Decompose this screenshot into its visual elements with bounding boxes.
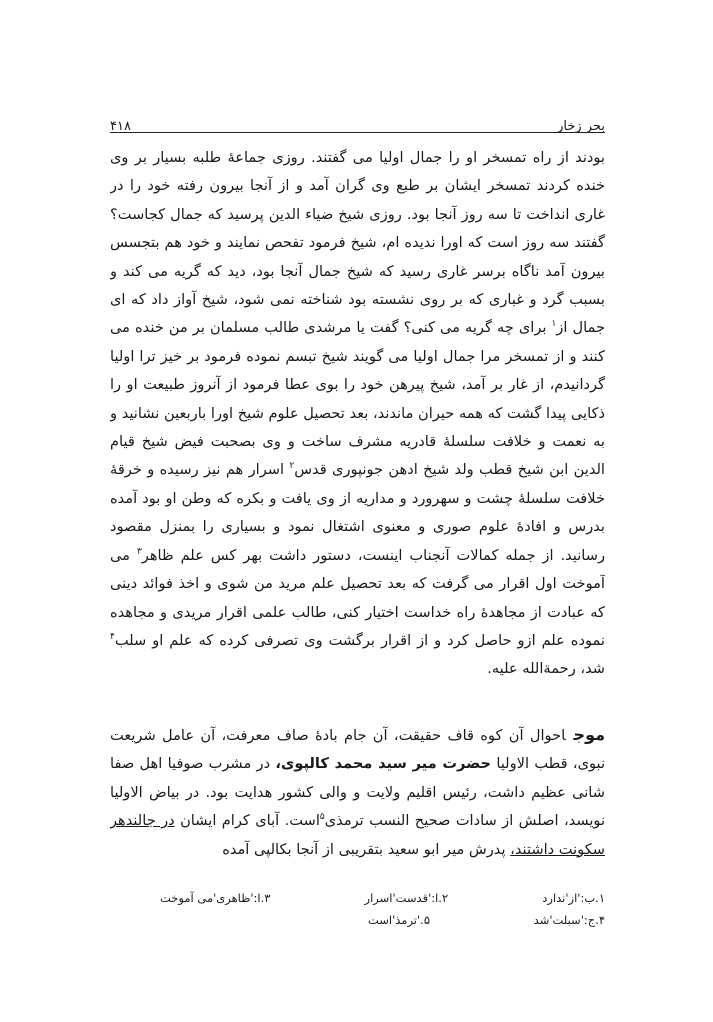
paragraph-2 xyxy=(110,721,605,872)
text-segment: برای چه گریه می کنی؟ گفت یا مرشدی طالب مسلمان بر من خنده می کنند و از تمسخر مرا جمال اولیا می گویند شیخ تبسم نموده فرمود بر خیز ترا اولیا گردانیدم، از غار بر آمد، شیخ پیرهن خود را بوی عطا فرمود از آنروز طبیعت او را ذکایی پیدا گشت که همه حیران ماندند، بعد تحصیل علوم شیخ اورا باربعین نشانید و به نعمت و خلافت سلسلهٔ قادریه مشرف ساخت و وی بصحبت فیض شیخ قیام الدین ابن شیخ قطب ولد شیخ ادهن جونپوری قدس xyxy=(110,319,605,479)
text-segment: بودند از راه تمسخر او را جمال اولیا می گفتند. روزی جماعهٔ طلبه بسیار بر وی خنده کردند تمسخر ایشان بر طبع وی گران آمد و از آنجا بیرون رفته خود را در غاری انداخت تا سه روز آنجا بود. روزی شیخ ضیاء الدین پرسید که جمال کجاست؟ گفتند سه روز است که اورا ندیده ام، شیخ فرمود تفحص نمایند و خود هم بتجسس بیرون آمد ناگاه برسر غاری رسید که شیخ جمال آنجا بود، دید که گریه می کند و بسبب گرد و غباری که بر روی نشسته بود شناخته نمی شود، شیخ آواز داد که ای جمال از xyxy=(110,149,605,337)
underlined-phrase: در جالندهر سکونت داشتند، xyxy=(110,812,605,858)
footnote-2: ۲.ا:'قدست'اسرار xyxy=(364,891,449,905)
footnote-marker-1: ۱ xyxy=(551,319,557,330)
text-segment: اسرار هم نیز رسیده و خرقهٔ خلافت سلسلهٔ چشت و سهرورد و مداریه از وی یافت و بکره که وطن او بود آمده بدرس و افادهٔ علوم صوری و معنوی اشتغال نمود و بسیاری را بمنزل مقصود رسانید. از جمله کمالات آنجناب اینست، دستور داشت بهر کس علم ظاهر xyxy=(110,461,605,564)
footnote-marker-3: ۳ xyxy=(136,546,142,557)
text-segment: است. آبای کرام ایشان xyxy=(180,812,320,830)
footnote-marker-2: ۲ xyxy=(289,461,295,472)
book-title: بحر زخار xyxy=(557,119,605,134)
main-text xyxy=(110,144,605,872)
text-segment: احوال آن کوه قاف حقیقت، آن جام بادهٔ صاف معرفت، آن عامل شریعت نبوی، قطب الاولیا xyxy=(110,727,605,773)
section-lead-word: موج xyxy=(573,725,605,744)
header-rule xyxy=(110,132,605,133)
footnotes xyxy=(110,887,605,931)
page-number: ۴۱۸ xyxy=(110,119,131,134)
paragraph-1 xyxy=(110,144,605,712)
footnote-3: ۳.ا:'ظاهری'می آموخت xyxy=(160,891,271,905)
text-segment: در مشرب صوفیا اهل صفا شانی عظیم داشت، رئیس اقلیم ولایت و والی کشور هدایت بود. در بیاض الاولیا نویسد، اصلش از سادات صحیح النسب ترمذی xyxy=(110,755,605,830)
footnote-1: ۱.ب:'از'ندارد xyxy=(542,891,605,905)
text-segment: شد، رحمةالله علیه. xyxy=(487,660,605,678)
paragraph-1-text xyxy=(110,144,605,684)
footnote-row-2 xyxy=(110,909,605,931)
paragraph-2-text xyxy=(110,721,605,864)
text-segment: پدرش میر ابو سعید بتقریبی از آنجا بکالپی آمده xyxy=(222,840,506,858)
running-head xyxy=(110,108,605,134)
footnote-row-1 xyxy=(110,887,605,909)
person-name: حضرت میر سید محمد کالپوی، xyxy=(275,755,492,773)
footnote-marker-5: ۵ xyxy=(319,812,325,823)
footnote-5: ۵.'ترمذ'است xyxy=(367,913,430,927)
footnote-4: ۴.ج:'سبلت'شد xyxy=(533,913,605,927)
text-segment: می آموخت اول اقرار می گرفت که بعد تحصیل علم مرید من شوی و اخذ فوائد دینی که عبادت از مجاهدهٔ راه خداست اختیار کنی، طالب علمی اقرار مریدی و مجاهده نموده علم ازو حاصل کرد و از اقرار برگشت وی تصرفی کرده که علم او سلب xyxy=(110,546,605,649)
footnote-marker-4: ۴ xyxy=(110,632,115,643)
